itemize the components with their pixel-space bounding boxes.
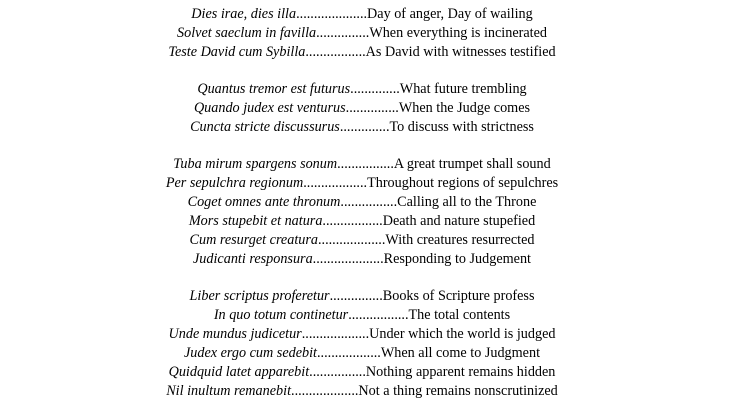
verse-line <box>0 212 724 231</box>
latin-text: Quando judex est venturus <box>193 100 346 116</box>
dot-leader: ................... <box>291 383 359 399</box>
latin-text: Solvet saeclum in favilla <box>177 25 317 41</box>
english-text: Calling all to the Throne <box>397 194 537 210</box>
dot-leader: ................... <box>301 326 370 342</box>
english-text: What future trembling <box>399 81 527 97</box>
dot-leader: ................ <box>309 364 366 380</box>
english-text: To discuss with strictness <box>389 119 534 135</box>
latin-text: Mors stupebit et natura <box>188 213 323 229</box>
english-text: Books of Scripture profess <box>382 288 535 304</box>
latin-text: Judicanti responsura <box>193 251 313 267</box>
stanza-2 <box>0 80 724 137</box>
dot-leader: .................. <box>317 345 381 361</box>
english-text: With creatures resurrected <box>385 232 535 248</box>
english-text: Nothing apparent remains hidden <box>365 364 556 380</box>
verse-line <box>0 5 724 24</box>
dot-leader: .................... <box>312 251 384 267</box>
latin-text: Nil inultum remanebit <box>166 383 292 399</box>
latin-text: Per sepulchra regionum <box>165 175 304 191</box>
dot-leader: ................. <box>348 307 409 323</box>
latin-text: Tuba mirum spargens sonum <box>173 156 338 172</box>
latin-text: Cuncta stricte discussurus <box>190 119 340 135</box>
latin-text: Judex ergo cum sedebit <box>183 345 317 361</box>
dot-leader: ................ <box>337 156 394 172</box>
english-text: Not a thing remains nonscrutinized <box>358 383 558 399</box>
latin-text: Quantus tremor est futurus <box>197 81 351 97</box>
latin-text: Quidquid latet apparebit <box>168 364 310 380</box>
verse-line <box>0 306 724 325</box>
latin-text: Dies irae, dies illa <box>191 6 297 22</box>
latin-text: Teste David cum Sybilla <box>168 44 306 60</box>
verse-line <box>0 99 724 118</box>
verse-line <box>0 325 724 344</box>
latin-text: Coget omnes ante thronum <box>187 194 341 210</box>
english-text: As David with witnesses testified <box>365 44 556 60</box>
dot-leader: ............... <box>316 25 370 41</box>
dot-leader: .................. <box>303 175 368 191</box>
english-text: Under which the world is judged <box>369 326 556 342</box>
verse-line <box>0 43 724 62</box>
dot-leader: ................... <box>317 232 386 248</box>
english-text: Day of anger, Day of wailing <box>367 6 533 22</box>
verse-line <box>0 174 724 193</box>
stanza-4 <box>0 287 724 401</box>
dot-leader: .............. <box>350 81 400 97</box>
latin-text: In quo totum continetur <box>213 307 349 323</box>
verse-line <box>0 80 724 99</box>
english-text: Responding to Judgement <box>383 251 531 267</box>
verse-line <box>0 382 724 401</box>
verse-line <box>0 231 724 250</box>
dot-leader: ................. <box>322 213 383 229</box>
english-text: Death and nature stupefied <box>382 213 536 229</box>
verse-line <box>0 155 724 174</box>
dot-leader: ................ <box>340 194 398 210</box>
latin-text: Liber scriptus proferetur <box>189 288 330 304</box>
dot-leader: ................. <box>305 44 366 60</box>
verse-line <box>0 287 724 306</box>
latin-text: Cum resurget creatura <box>189 232 318 248</box>
dot-leader: ............... <box>345 100 399 116</box>
stanza-3 <box>0 155 724 269</box>
verse-line <box>0 363 724 382</box>
english-text: Throughout regions of sepulchres <box>367 175 559 191</box>
english-text: When everything is incinerated <box>369 25 547 41</box>
verse-line <box>0 250 724 269</box>
english-text: A great trumpet shall sound <box>393 156 551 172</box>
english-text: The total contents <box>408 307 511 323</box>
verse-line <box>0 24 724 43</box>
dot-leader: .............. <box>339 119 390 135</box>
stanza-1 <box>0 5 724 62</box>
english-text: When all come to Judgment <box>380 345 541 361</box>
english-text: When the Judge comes <box>398 100 531 116</box>
dot-leader: ............... <box>329 288 383 304</box>
verse-line <box>0 344 724 363</box>
latin-text: Unde mundus judicetur <box>168 326 302 342</box>
verse-line <box>0 193 724 212</box>
verse-line <box>0 118 724 137</box>
dot-leader: .................... <box>296 6 368 22</box>
poem-text <box>0 5 724 419</box>
